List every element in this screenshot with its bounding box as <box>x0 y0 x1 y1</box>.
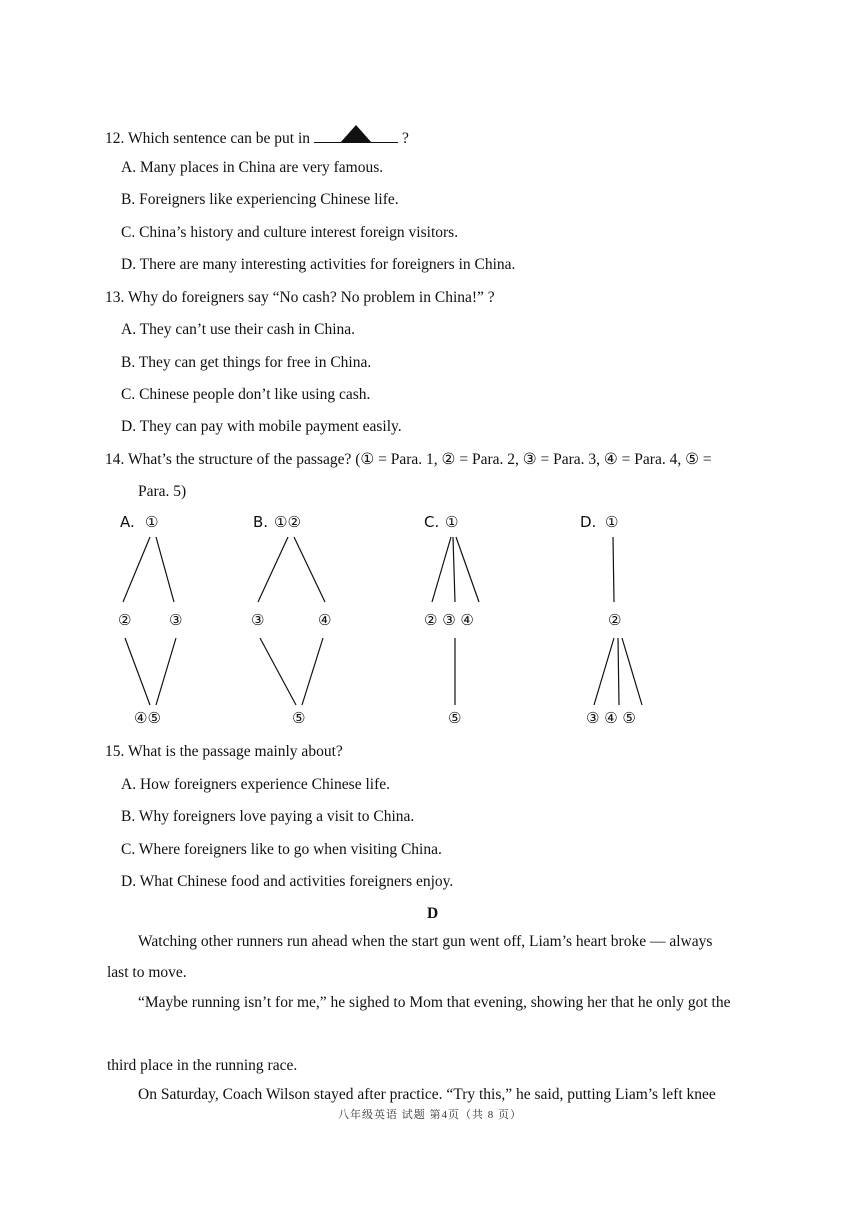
diagram-c-letter: C. <box>424 513 440 531</box>
diagram-c-line <box>432 537 451 602</box>
diagram-b-letter: B. <box>253 513 269 531</box>
diagram-a-top: ① <box>145 513 159 531</box>
q15-option-b: B. Why foreigners love paying a visit to China. <box>121 808 415 825</box>
diagram-c-line <box>456 537 479 602</box>
q13-option-a: A. They can’t use their cash in China. <box>121 321 356 338</box>
paragraph-2-line-1: “Maybe running isn’t for me,” he sighed to Mom that evening, showing her that he only got the <box>138 994 731 1011</box>
paragraph-1-line-2: last to move. <box>107 964 187 981</box>
paragraph-2-line-2: third place in the running race. <box>107 1057 298 1074</box>
paragraph-3-line-1: On Saturday, Coach Wilson stayed after practice. “Try this,” he said, putting Liam’s left knee <box>138 1086 716 1103</box>
diagram-b-mid-left: ③ <box>251 611 265 629</box>
structure-diagrams <box>0 505 860 735</box>
diagram-d <box>580 513 642 727</box>
diagram-a-letter: A. <box>120 513 135 531</box>
diagram-c-mid: ② ③ ④ <box>424 611 474 629</box>
diagram-d-line <box>594 638 614 705</box>
diagram-b-top: ①② <box>274 513 301 531</box>
q15-option-d: D. What Chinese food and activities foreigners enjoy. <box>121 873 454 890</box>
q13-stem: 13. Why do foreigners say “No cash? No problem in China!” ? <box>105 289 495 306</box>
q13-option-d: D. They can pay with mobile payment easily. <box>121 418 402 435</box>
diagram-a-line <box>123 537 150 602</box>
diagram-a <box>118 513 182 727</box>
diagram-b-mid-right: ④ <box>318 611 332 629</box>
diagram-a-line <box>156 537 174 602</box>
q12-stem <box>105 127 409 147</box>
diagram-d-line <box>618 638 619 705</box>
q13-option-b: B. They can get things for free in China. <box>121 354 372 371</box>
q14-stem-line1: 14. What’s the structure of the passage? (① = Para. 1, ② = Para. 2, ③ = Para. 3, ④ = Para. 4, ⑤ = <box>105 451 712 468</box>
q12-option-b: B. Foreigners like experiencing Chinese life. <box>121 191 399 208</box>
diagram-b <box>251 513 331 727</box>
diagram-b-line <box>302 638 323 705</box>
q15-option-c: C. Where foreigners like to go when visiting China. <box>121 841 442 858</box>
q15-stem: 15. What is the passage mainly about? <box>105 743 343 760</box>
diagram-a-bottom: ④⑤ <box>134 709 161 727</box>
q12-option-c: C. China’s history and culture interest foreign visitors. <box>121 224 459 241</box>
diagram-d-letter: D. <box>580 513 597 531</box>
diagram-d-top: ① <box>605 513 619 531</box>
triangle-marker-icon <box>340 125 372 143</box>
q12-stem-text: 12. Which sentence can be put in <box>105 130 311 147</box>
diagram-a-mid-left: ② <box>118 611 132 629</box>
diagram-a-mid-right: ③ <box>169 611 183 629</box>
q12-stem-end: ? <box>402 130 409 147</box>
diagram-a-line <box>125 638 150 705</box>
diagram-a-line <box>156 638 176 705</box>
diagram-d-line <box>613 537 614 602</box>
diagram-b-line <box>258 537 288 602</box>
diagram-d-mid: ② <box>608 611 622 629</box>
paragraph-1-line-1: Watching other runners run ahead when the start gun went off, Liam’s heart broke — always <box>138 933 713 950</box>
q15-option-a: A. How foreigners experience Chinese life. <box>121 776 390 793</box>
section-heading: D <box>427 905 439 922</box>
diagram-d-bottom: ③ ④ ⑤ <box>586 709 636 727</box>
q13-option-c: C. Chinese people don’t like using cash. <box>121 386 371 403</box>
q12-option-d: D. There are many interesting activities for foreigners in China. <box>121 256 516 273</box>
page-footer: 八年级英语 试题 第4页（共 8 页） <box>338 1109 522 1121</box>
diagram-c-top: ① <box>445 513 459 531</box>
answer-blank <box>314 127 398 143</box>
diagram-b-line <box>260 638 296 705</box>
diagram-b-bottom: ⑤ <box>292 709 306 727</box>
diagram-c <box>424 513 479 727</box>
q14-stem-line2: Para. 5) <box>138 483 187 500</box>
diagram-c-bottom: ⑤ <box>448 709 462 727</box>
diagram-b-line <box>294 537 325 602</box>
diagram-c-line <box>453 537 455 602</box>
q12-option-a: A. Many places in China are very famous. <box>121 159 384 176</box>
diagram-d-line <box>622 638 642 705</box>
